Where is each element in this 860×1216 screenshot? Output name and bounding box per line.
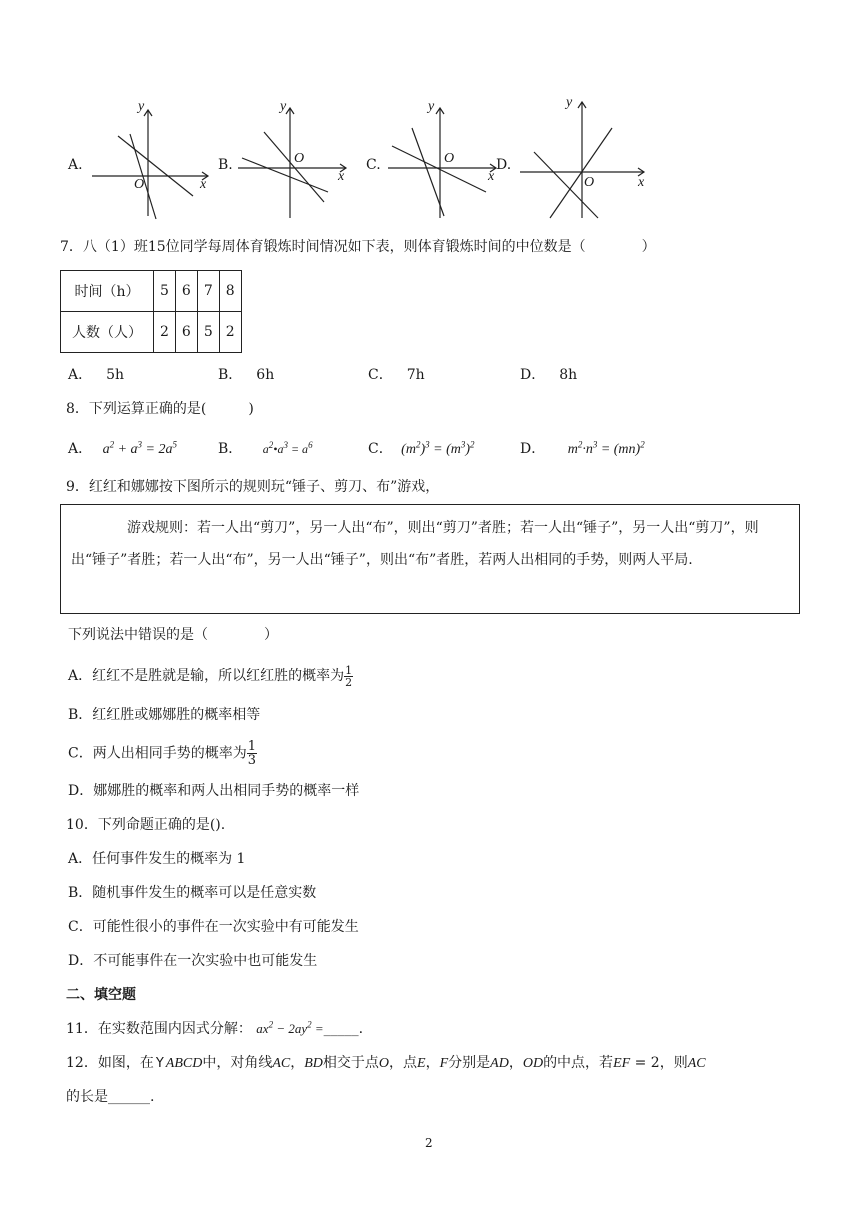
- q11-expr: $ax^2 - 2ay^2$ =: [256, 1019, 324, 1036]
- parallelogram-symbol: Y: [155, 1056, 164, 1071]
- graph-b-x: x: [338, 169, 345, 184]
- option-letter: C．: [368, 367, 393, 383]
- q12-math: EF: [613, 1056, 631, 1071]
- q9-rule-box: [60, 504, 800, 614]
- graph-d-svg: [516, 92, 651, 222]
- option-text: 红红胜或娜娜胜的概率相等: [92, 707, 261, 723]
- fraction-num: 1: [247, 739, 256, 754]
- q12-math: F: [439, 1056, 449, 1071]
- q6-option-c-letter: C.: [366, 157, 381, 173]
- q12-text: 分别是: [448, 1055, 491, 1071]
- graph-b-origin: O: [294, 151, 305, 166]
- q12-math: E: [417, 1056, 426, 1071]
- option-letter: D．: [520, 441, 546, 457]
- option-letter: B．: [218, 367, 243, 383]
- q7-option-c: [368, 366, 425, 384]
- table-cell: 2: [154, 312, 176, 353]
- graph-d-y: y: [566, 95, 573, 110]
- option-letter: D．: [520, 367, 546, 383]
- q11: [66, 1020, 363, 1038]
- q7-table: [60, 270, 242, 353]
- q12-text: 相交于点: [322, 1055, 379, 1071]
- q7-option-a: [68, 366, 124, 384]
- q12-text: 中，对角线: [202, 1055, 273, 1071]
- table-cell: 2: [219, 312, 241, 353]
- q12-text: 12．如图，在: [66, 1055, 154, 1071]
- graph-d-x: x: [638, 175, 645, 190]
- q8-expr-d: $m^2\cdot n^3 = (mn)^2$: [567, 439, 645, 457]
- q7-option-d: [520, 366, 577, 384]
- q12-math: ABCD: [165, 1056, 203, 1071]
- q7-stem: 7．八（1）班15位同学每周体育锻炼时间情况如下表，则体育锻炼时间的中位数是（ ）: [60, 239, 656, 255]
- q8-stem: 8．下列运算正确的是( ): [66, 401, 254, 417]
- q9-rule-text: 游戏规则：若一人出“剪刀”，另一人出“布”，则出“剪刀”者胜；若一人出“锤子”，另一人出“剪刀”，则出“锤子”者胜；若一人出“布”，另一人出“锤子”，则出“布”者胜，若两人出相同的手势，则两人平局.: [71, 520, 759, 568]
- q11-stem: 11．在实数范围内因式分解：: [66, 1021, 252, 1037]
- q12-text: ，: [425, 1055, 440, 1071]
- graph-a-y: y: [138, 99, 145, 114]
- q12-math: AC: [687, 1056, 706, 1071]
- q8-option-a: [68, 440, 177, 459]
- q12-line1: 12．如图，在 Y ABCD中，对角线AC，BD相交于点O，点E，F分别是AD，OD的中点，若EF = 2，则AC: [66, 1055, 706, 1071]
- q8-option-d: [520, 440, 645, 459]
- option-letter: A．: [68, 668, 93, 684]
- q6-option-b-letter: B.: [218, 157, 233, 173]
- option-letter: A．: [68, 367, 93, 383]
- graph-c-y: y: [428, 99, 435, 114]
- page-number: 2: [425, 1136, 433, 1150]
- q9-stem: 9．红红和娜娜按下图所示的规则玩“锤子、剪刀、布”游戏，: [66, 479, 440, 495]
- q8-option-b: [218, 440, 313, 458]
- q10-option-d: D．不可能事件在一次实验中也可能发生: [68, 953, 318, 969]
- q9-option-a: [68, 664, 353, 688]
- q8-expr-a: $a^2 + a^3 = 2a^5$: [102, 439, 177, 457]
- q12-math: AC: [272, 1056, 291, 1071]
- q9-prompt: 下列说法中错误的是（ ）: [68, 627, 278, 643]
- q10-stem: 10．下列命题正确的是().: [66, 817, 226, 833]
- fraction: [344, 665, 353, 688]
- q8-option-c: [368, 440, 475, 459]
- option-letter: D．: [68, 783, 94, 799]
- graph-a-x: x: [200, 177, 207, 192]
- option-text: 娜娜胜的概率和两人出相同手势的概率一样: [93, 783, 360, 799]
- q9-option-b: [68, 706, 260, 724]
- option-text: 红红不是胜就是输，所以红红胜的概率为: [92, 668, 345, 684]
- table-cell: 6: [175, 271, 197, 312]
- table-cell: 人数（人）: [61, 312, 154, 353]
- q10-option-a: A．任何事件发生的概率为 1: [68, 851, 246, 867]
- table-cell: 时间（h）: [61, 271, 154, 312]
- q10-option-c: C．可能性很小的事件在一次实验中有可能发生: [68, 919, 359, 935]
- graph-c-origin: O: [444, 151, 455, 166]
- table-cell: 5: [154, 271, 176, 312]
- q12-math: AD: [490, 1056, 509, 1071]
- q6-graph-d: [516, 92, 651, 222]
- table-cell: 5: [197, 312, 219, 353]
- graph-d-origin: O: [584, 175, 595, 190]
- q6-option-d-letter: D.: [496, 157, 512, 173]
- option-text: 7h: [406, 367, 425, 383]
- graph-b-y: y: [280, 99, 287, 114]
- option-text: 8h: [559, 367, 578, 383]
- fraction: [247, 740, 257, 767]
- q9-option-c: [68, 740, 257, 766]
- q9-option-d: [68, 782, 359, 800]
- graph-c-x: x: [488, 169, 495, 184]
- q12-math: BD: [304, 1056, 323, 1071]
- table-cell: 7: [197, 271, 219, 312]
- q12-math: O: [378, 1056, 390, 1071]
- q6-option-a-letter: A.: [68, 157, 83, 173]
- option-letter: C．: [368, 441, 393, 457]
- option-letter: B．: [218, 441, 243, 457]
- option-text: 6h: [256, 367, 275, 383]
- q6-graph-b: [236, 96, 366, 221]
- q10-option-b: B．随机事件发生的概率可以是任意实数: [68, 885, 317, 901]
- section-heading: 二、填空题: [66, 987, 136, 1003]
- q12-line2: 的长是______.: [66, 1089, 155, 1105]
- option-text: 5h: [106, 367, 125, 383]
- fraction-den: 3: [247, 753, 256, 768]
- q8-expr-b: $a^2•a^3 = a^6$: [262, 440, 313, 456]
- q12-text: 的中点，若: [543, 1055, 614, 1071]
- q8-expr-c: $(m^2)^3 = (m^3)^2$: [401, 439, 475, 457]
- q12-math: OD: [522, 1056, 544, 1071]
- q12-text: ，点: [389, 1055, 418, 1071]
- fraction-num: 1: [345, 663, 353, 677]
- graph-a-svg: [90, 96, 220, 221]
- option-letter: A．: [68, 441, 93, 457]
- option-letter: C．: [68, 745, 93, 762]
- option-letter: B．: [68, 707, 93, 723]
- table-row: [61, 312, 242, 353]
- q12-text: ，: [290, 1055, 305, 1071]
- graph-a-origin: O: [134, 177, 145, 192]
- q12-text: ，则: [659, 1055, 688, 1071]
- table-cell: 8: [219, 271, 241, 312]
- table-cell: 6: [175, 312, 197, 353]
- table-row: [61, 271, 242, 312]
- q11-blank: _____.: [323, 1021, 364, 1037]
- option-text: 两人出相同手势的概率为: [92, 745, 247, 762]
- fraction-den: 2: [345, 675, 353, 689]
- q6-graph-a: [90, 96, 220, 221]
- q7-option-b: [218, 366, 274, 384]
